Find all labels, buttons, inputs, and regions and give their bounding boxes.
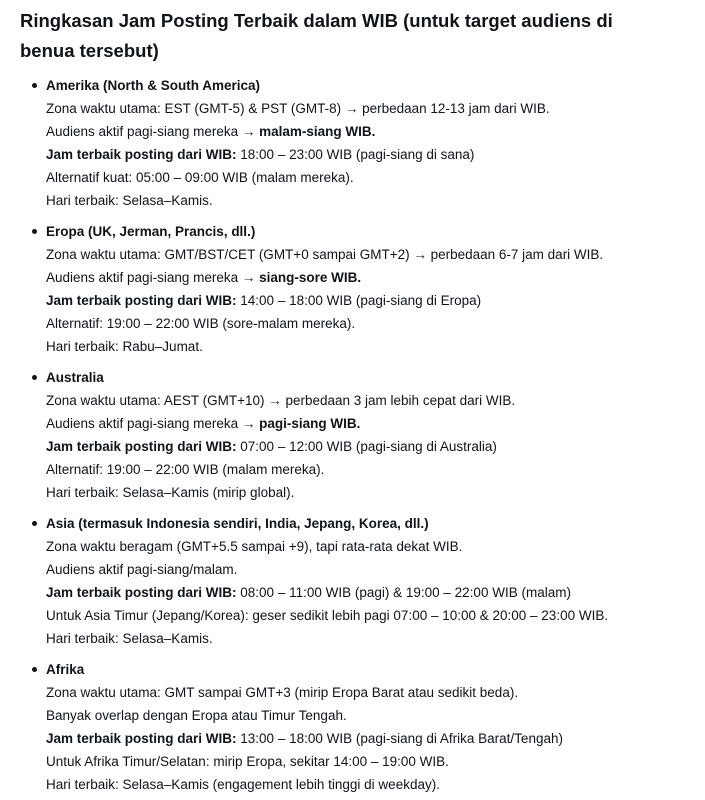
active-audience-value: malam-siang WIB. [259, 124, 376, 139]
region-title: Australia [46, 370, 104, 385]
active-audience-line [46, 266, 705, 289]
best-time-label: Jam terbaik posting dari WIB: [46, 147, 237, 162]
timezone-line: Zona waktu beragam (GMT+5.5 sampai +9), tapi rata-rata dekat WIB. [46, 539, 463, 554]
timezone-line: Zona waktu utama: GMT sampai GMT+3 (mirip Eropa Barat atau sedikit beda). [46, 685, 519, 700]
active-audience-prefix: Audiens aktif pagi-siang mereka → [46, 124, 260, 139]
best-days-line: Hari terbaik: Selasa–Kamis (engagement lebih tinggi di weekday). [46, 777, 440, 792]
region-title: Asia (termasuk Indonesia sendiri, India, Jepang, Korea, dll.) [46, 516, 429, 531]
best-time-line [46, 581, 705, 604]
active-audience-line [46, 558, 705, 581]
best-time-line [46, 143, 705, 166]
best-time-label: Jam terbaik posting dari WIB: [46, 585, 237, 600]
best-days-line: Hari terbaik: Selasa–Kamis. [46, 631, 213, 646]
best-time-value: 08:00 – 11:00 WIB (pagi) & 19:00 – 22:00 WIB (malam) [236, 585, 571, 600]
active-audience-value: siang-sore WIB. [259, 270, 362, 285]
active-audience-line [46, 120, 705, 143]
best-time-line [46, 435, 705, 458]
region-list [20, 74, 705, 796]
region-australia [20, 366, 705, 504]
best-time-label: Jam terbaik posting dari WIB: [46, 293, 237, 308]
active-audience-prefix: Audiens aktif pagi-siang mereka → [46, 416, 260, 431]
region-title: Eropa (UK, Jerman, Prancis, dll.) [46, 224, 256, 239]
region-asia [20, 512, 705, 650]
best-days-line: Hari terbaik: Selasa–Kamis. [46, 193, 213, 208]
active-audience-line [46, 704, 705, 727]
active-audience-line [46, 412, 705, 435]
alternative-line: Untuk Afrika Timur/Selatan: mirip Eropa, sekitar 14:00 – 19:00 WIB. [46, 754, 449, 769]
region-title: Amerika (North & South America) [46, 78, 261, 93]
alternative-line: Alternatif: 19:00 – 22:00 WIB (malam mereka). [46, 462, 325, 477]
active-audience-prefix: Audiens aktif pagi-siang mereka → [46, 270, 260, 285]
best-time-value: 14:00 – 18:00 WIB (pagi-siang di Eropa) [236, 293, 482, 308]
region-americas [20, 74, 705, 212]
region-title: Afrika [46, 662, 85, 677]
active-audience-prefix: Audiens aktif pagi-siang/malam. [46, 562, 238, 577]
best-time-value: 07:00 – 12:00 WIB (pagi-siang di Australia) [236, 439, 497, 454]
best-time-line [46, 727, 705, 750]
best-days-line: Hari terbaik: Selasa–Kamis (mirip global). [46, 485, 295, 500]
region-europe [20, 220, 705, 358]
timezone-line: Zona waktu utama: AEST (GMT+10) → perbedaan 3 jam lebih cepat dari WIB. [46, 393, 516, 408]
best-time-value: 18:00 – 23:00 WIB (pagi-siang di sana) [236, 147, 475, 162]
best-time-label: Jam terbaik posting dari WIB: [46, 439, 237, 454]
region-africa [20, 658, 705, 796]
best-days-line: Hari terbaik: Rabu–Jumat. [46, 339, 203, 354]
alternative-line: Untuk Asia Timur (Jepang/Korea): geser sedikit lebih pagi 07:00 – 10:00 & 20:00 – 23:00 WIB. [46, 608, 609, 623]
alternative-line: Alternatif: 19:00 – 22:00 WIB (sore-malam mereka). [46, 316, 356, 331]
best-time-line [46, 289, 705, 312]
timezone-line: Zona waktu utama: EST (GMT-5) & PST (GMT-8) → perbedaan 12-13 jam dari WIB. [46, 101, 550, 116]
alternative-line: Alternatif kuat: 05:00 – 09:00 WIB (malam mereka). [46, 170, 354, 185]
active-audience-value: pagi-siang WIB. [259, 416, 361, 431]
active-audience-prefix: Banyak overlap dengan Eropa atau Timur Tengah. [46, 708, 347, 723]
page-title: Ringkasan Jam Posting Terbaik dalam WIB (untuk target audiens di benua tersebut) [20, 10, 613, 61]
best-time-value: 13:00 – 18:00 WIB (pagi-siang di Afrika Barat/Tengah) [236, 731, 563, 746]
best-time-label: Jam terbaik posting dari WIB: [46, 731, 237, 746]
timezone-line: Zona waktu utama: GMT/BST/CET (GMT+0 sampai GMT+2) → perbedaan 6-7 jam dari WIB. [46, 247, 604, 262]
